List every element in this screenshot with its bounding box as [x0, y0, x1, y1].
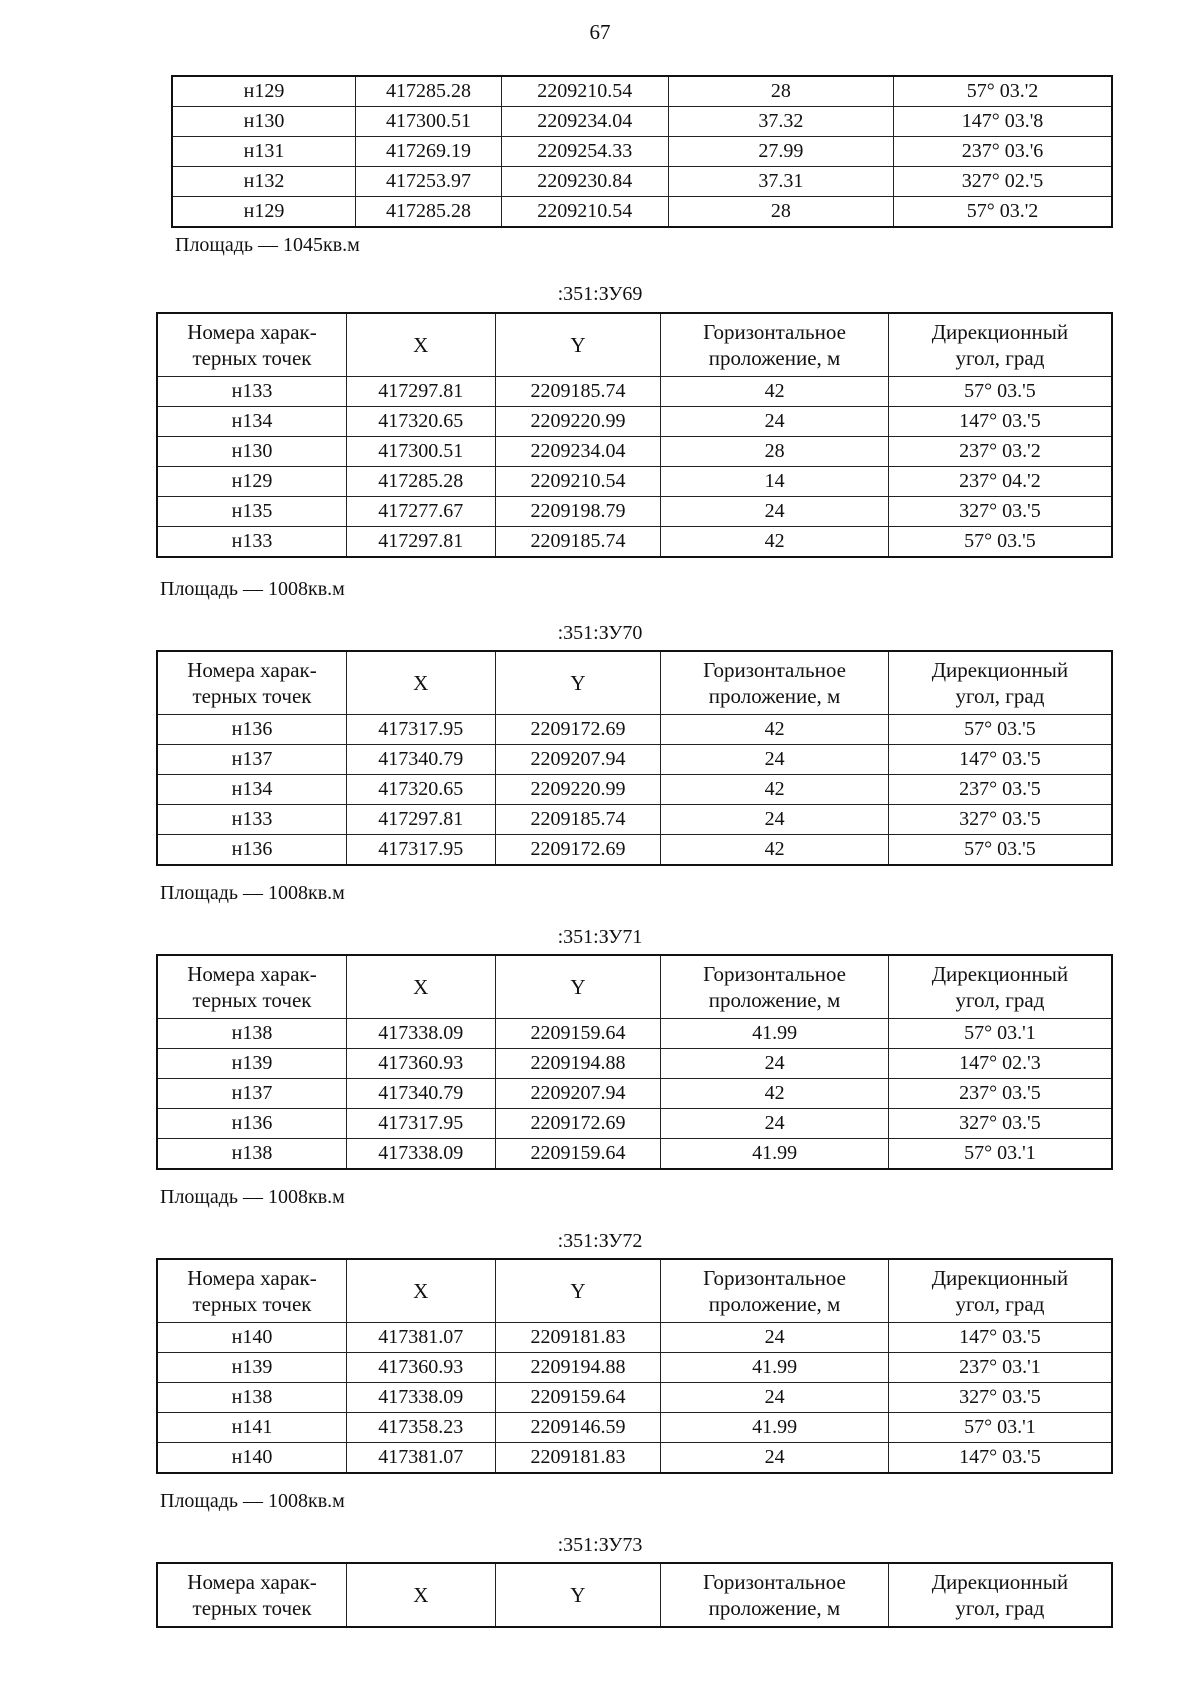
header-text: Горизонтальное	[703, 962, 846, 986]
table-cell: 417277.67	[346, 497, 495, 527]
table-cell: н129	[172, 197, 356, 228]
table-cell: н137	[157, 745, 346, 775]
table-cell: 37.32	[668, 107, 893, 137]
table-row	[157, 835, 1112, 866]
table-cell: н132	[172, 167, 356, 197]
header-text: Горизонтальное	[703, 1266, 846, 1290]
table-cell: н133	[157, 377, 346, 407]
table-cell: н139	[157, 1049, 346, 1079]
table-row	[157, 1139, 1112, 1170]
table-cell: н136	[157, 715, 346, 745]
table-cell: 24	[661, 1443, 889, 1474]
table-cell: 42	[661, 1079, 889, 1109]
table-cell: 147° 03.'5	[888, 1443, 1112, 1474]
table-cell: 42	[661, 527, 889, 558]
coordinates-table	[156, 1258, 1113, 1474]
table-cell: н130	[157, 437, 346, 467]
header-y: Y	[495, 955, 661, 1019]
table-cell: н129	[157, 467, 346, 497]
table-row	[157, 1323, 1112, 1353]
header-x: X	[346, 651, 495, 715]
table-row	[157, 805, 1112, 835]
table-row	[157, 1109, 1112, 1139]
table-cell: н139	[157, 1353, 346, 1383]
table-cell: 417300.51	[356, 107, 502, 137]
table-cell: 327° 02.'5	[894, 167, 1112, 197]
coordinates-table	[156, 312, 1113, 558]
table-cell: 2209159.64	[495, 1383, 661, 1413]
table-cell: 147° 03.'5	[888, 1323, 1112, 1353]
table-cell: 2209220.99	[495, 407, 661, 437]
table-cell: н136	[157, 835, 346, 866]
header-direction-angle	[888, 1563, 1112, 1627]
table-cell: 24	[661, 745, 889, 775]
table-cell: 2209185.74	[495, 805, 661, 835]
table-cell: н137	[157, 1079, 346, 1109]
header-row	[157, 1259, 1112, 1323]
section-title: :351:ЗУ72	[557, 1230, 643, 1252]
table-cell: 57° 03.'1	[888, 1019, 1112, 1049]
table-cell: 147° 03.'5	[888, 745, 1112, 775]
header-y: Y	[495, 1259, 661, 1323]
header-direction-angle	[888, 651, 1112, 715]
table-cell: 57° 03.'5	[888, 527, 1112, 558]
table-cell: 417285.28	[356, 76, 502, 107]
table-cell: н138	[157, 1019, 346, 1049]
table-cell: 2209159.64	[495, 1019, 661, 1049]
header-horizontal-distance	[661, 1259, 889, 1323]
header-text: угол, град	[955, 684, 1045, 708]
table-cell: 2209234.04	[495, 437, 661, 467]
header-text: терных точек	[192, 988, 312, 1012]
table-cell: 2209185.74	[495, 377, 661, 407]
header-horizontal-distance	[661, 651, 889, 715]
coordinates-table	[156, 954, 1113, 1170]
table-row	[157, 1443, 1112, 1474]
table-cell: 2209181.83	[495, 1443, 661, 1474]
header-text: Номера харак-	[187, 1266, 317, 1290]
table-cell: 2209194.88	[495, 1353, 661, 1383]
page-number: 67	[589, 20, 611, 44]
table-cell: 2209198.79	[495, 497, 661, 527]
table-cell: 14	[661, 467, 889, 497]
table-cell: н129	[172, 76, 356, 107]
table-cell: 2209172.69	[495, 715, 661, 745]
section-title: :351:ЗУ71	[557, 926, 643, 948]
table-cell: 2209172.69	[495, 835, 661, 866]
header-direction-angle	[888, 1259, 1112, 1323]
section-title: :351:ЗУ73	[557, 1534, 643, 1556]
table-row	[157, 527, 1112, 558]
table-row	[157, 1383, 1112, 1413]
table-cell: 2209207.94	[495, 745, 661, 775]
header-y: Y	[495, 651, 661, 715]
header-y: Y	[495, 313, 661, 377]
table-cell: 57° 03.'1	[888, 1139, 1112, 1170]
header-text: Номера харак-	[187, 1570, 317, 1594]
header-text: проложение, м	[708, 988, 841, 1012]
table-row	[157, 1353, 1112, 1383]
table-cell: 57° 03.'5	[888, 835, 1112, 866]
table-cell: н131	[172, 137, 356, 167]
table-cell: 57° 03.'2	[894, 197, 1112, 228]
header-text: Дирекционный	[931, 1570, 1069, 1594]
table-cell: 28	[661, 437, 889, 467]
table-row	[157, 1019, 1112, 1049]
header-row	[157, 955, 1112, 1019]
header-row	[157, 1563, 1112, 1627]
area-label: Площадь — 1008кв.м	[160, 578, 345, 600]
table-cell: 57° 03.'5	[888, 377, 1112, 407]
table-cell: 417317.95	[346, 715, 495, 745]
header-text: терных точек	[192, 684, 312, 708]
table-cell: 237° 03.'1	[888, 1353, 1112, 1383]
table-cell: 417320.65	[346, 407, 495, 437]
header-text: терных точек	[192, 1292, 312, 1316]
header-text: угол, град	[955, 1596, 1045, 1620]
table-cell: 37.31	[668, 167, 893, 197]
table-cell: 2209172.69	[495, 1109, 661, 1139]
table-cell: 147° 03.'8	[894, 107, 1112, 137]
table-row	[172, 76, 1112, 107]
table-cell: 24	[661, 1383, 889, 1413]
area-label: Площадь — 1008кв.м	[160, 882, 345, 904]
table-cell: 237° 03.'2	[888, 437, 1112, 467]
table-cell: 41.99	[661, 1353, 889, 1383]
table-cell: 28	[668, 76, 893, 107]
table-cell: 327° 03.'5	[888, 1109, 1112, 1139]
table-cell: 417338.09	[346, 1383, 495, 1413]
table-row	[157, 745, 1112, 775]
table-row	[172, 137, 1112, 167]
table-cell: 2209207.94	[495, 1079, 661, 1109]
table-cell: н133	[157, 805, 346, 835]
table-cell: 417360.93	[346, 1353, 495, 1383]
header-horizontal-distance	[661, 313, 889, 377]
header-horizontal-distance	[661, 1563, 889, 1627]
table-row	[157, 715, 1112, 745]
table-cell: 2209194.88	[495, 1049, 661, 1079]
section-title: :351:ЗУ70	[557, 622, 643, 644]
header-row	[157, 313, 1112, 377]
table-cell: 57° 03.'5	[888, 715, 1112, 745]
table-cell: 27.99	[668, 137, 893, 167]
header-text: Дирекционный	[931, 1266, 1069, 1290]
table-cell: 417320.65	[346, 775, 495, 805]
table-cell: н138	[157, 1139, 346, 1170]
table-cell: 237° 03.'5	[888, 1079, 1112, 1109]
header-x: X	[346, 313, 495, 377]
table-cell: 57° 03.'1	[888, 1413, 1112, 1443]
table-cell: 2209210.54	[495, 467, 661, 497]
table-cell: 2209181.83	[495, 1323, 661, 1353]
table-cell: 41.99	[661, 1019, 889, 1049]
table-cell: 417338.09	[346, 1019, 495, 1049]
table-cell: 237° 03.'5	[888, 775, 1112, 805]
table-cell: 2209220.99	[495, 775, 661, 805]
table-cell: 417285.28	[346, 467, 495, 497]
table-cell: н135	[157, 497, 346, 527]
table-cell: 237° 04.'2	[888, 467, 1112, 497]
table-cell: 2209146.59	[495, 1413, 661, 1443]
table-cell: 417340.79	[346, 1079, 495, 1109]
table-cell: 417269.19	[356, 137, 502, 167]
header-text: проложение, м	[708, 684, 841, 708]
table-row	[172, 167, 1112, 197]
table-cell: 57° 03.'2	[894, 76, 1112, 107]
table-row	[157, 1049, 1112, 1079]
table-cell: 24	[661, 805, 889, 835]
table-cell: 2209159.64	[495, 1139, 661, 1170]
header-text: угол, град	[955, 1292, 1045, 1316]
table-row	[157, 407, 1112, 437]
table-cell: 2209210.54	[501, 197, 668, 228]
header-text: Дирекционный	[931, 658, 1069, 682]
table-cell: 2209210.54	[501, 76, 668, 107]
table-cell: н140	[157, 1443, 346, 1474]
table-cell: 327° 03.'5	[888, 1383, 1112, 1413]
table-cell: 417340.79	[346, 745, 495, 775]
section-title: :351:ЗУ69	[557, 283, 643, 305]
header-text: Дирекционный	[931, 320, 1069, 344]
table-cell: 24	[661, 1049, 889, 1079]
table-row	[157, 377, 1112, 407]
table-cell: 2209230.84	[501, 167, 668, 197]
table-cell: 24	[661, 407, 889, 437]
header-row	[157, 651, 1112, 715]
table-cell: 41.99	[661, 1139, 889, 1170]
table-row	[172, 197, 1112, 228]
table-cell: 28	[668, 197, 893, 228]
header-x: X	[346, 1259, 495, 1323]
table-row	[157, 1413, 1112, 1443]
header-direction-angle	[888, 955, 1112, 1019]
table-cell: 42	[661, 775, 889, 805]
table-cell: 417297.81	[346, 527, 495, 558]
header-point-numbers	[157, 1563, 347, 1627]
header-text: терных точек	[192, 1596, 312, 1620]
header-text: проложение, м	[708, 1292, 841, 1316]
table-cell: 2209185.74	[495, 527, 661, 558]
table-cell: 24	[661, 497, 889, 527]
table-cell: 417285.28	[356, 197, 502, 228]
header-point-numbers	[157, 313, 346, 377]
table-cell: 417253.97	[356, 167, 502, 197]
table-cell: 417317.95	[346, 1109, 495, 1139]
table-cell: 417317.95	[346, 835, 495, 866]
table-cell: н133	[157, 527, 346, 558]
header-text: угол, град	[955, 988, 1045, 1012]
coordinates-table-continued	[171, 75, 1113, 228]
header-x: X	[347, 1563, 496, 1627]
header-text: угол, град	[955, 346, 1045, 370]
table-cell: 327° 03.'5	[888, 805, 1112, 835]
table-cell: 417338.09	[346, 1139, 495, 1170]
table-cell: 417360.93	[346, 1049, 495, 1079]
table-row	[157, 497, 1112, 527]
header-text: терных точек	[192, 346, 312, 370]
table-cell: 24	[661, 1323, 889, 1353]
header-text: Горизонтальное	[703, 658, 846, 682]
table-cell: 147° 02.'3	[888, 1049, 1112, 1079]
table-row	[157, 1079, 1112, 1109]
table-cell: 417297.81	[346, 805, 495, 835]
table-cell: 24	[661, 1109, 889, 1139]
table-cell: 2209234.04	[501, 107, 668, 137]
header-text: Номера харак-	[187, 320, 317, 344]
header-y: Y	[495, 1563, 660, 1627]
table-cell: н136	[157, 1109, 346, 1139]
table-cell: н134	[157, 407, 346, 437]
table-row	[157, 775, 1112, 805]
header-text: проложение, м	[708, 346, 841, 370]
coordinates-table	[156, 1562, 1113, 1628]
table-cell: 42	[661, 835, 889, 866]
header-horizontal-distance	[661, 955, 889, 1019]
area-label: Площадь — 1008кв.м	[160, 1490, 345, 1512]
header-text: Дирекционный	[931, 962, 1069, 986]
table-cell: н130	[172, 107, 356, 137]
table-cell: 417358.23	[346, 1413, 495, 1443]
header-text: Горизонтальное	[703, 1570, 846, 1594]
table-row	[157, 467, 1112, 497]
header-direction-angle	[888, 313, 1112, 377]
table-cell: 41.99	[661, 1413, 889, 1443]
table-cell: 42	[661, 715, 889, 745]
header-point-numbers	[157, 1259, 346, 1323]
header-text: Номера харак-	[187, 962, 317, 986]
header-text: Горизонтальное	[703, 320, 846, 344]
header-point-numbers	[157, 955, 346, 1019]
table-cell: н140	[157, 1323, 346, 1353]
area-label: Площадь — 1008кв.м	[160, 1186, 345, 1208]
coordinates-table	[156, 650, 1113, 866]
table-cell: 417381.07	[346, 1443, 495, 1474]
table-cell: н138	[157, 1383, 346, 1413]
table-row	[157, 437, 1112, 467]
area-label: Площадь — 1045кв.м	[175, 234, 360, 256]
table-cell: 147° 03.'5	[888, 407, 1112, 437]
table-cell: н141	[157, 1413, 346, 1443]
table-cell: 2209254.33	[501, 137, 668, 167]
header-x: X	[346, 955, 495, 1019]
header-text: Номера харак-	[187, 658, 317, 682]
table-cell: 327° 03.'5	[888, 497, 1112, 527]
table-row	[172, 107, 1112, 137]
table-cell: н134	[157, 775, 346, 805]
table-cell: 417381.07	[346, 1323, 495, 1353]
table-cell: 42	[661, 377, 889, 407]
table-cell: 237° 03.'6	[894, 137, 1112, 167]
table-cell: 417297.81	[346, 377, 495, 407]
header-text: проложение, м	[708, 1596, 841, 1620]
header-point-numbers	[157, 651, 346, 715]
table-cell: 417300.51	[346, 437, 495, 467]
